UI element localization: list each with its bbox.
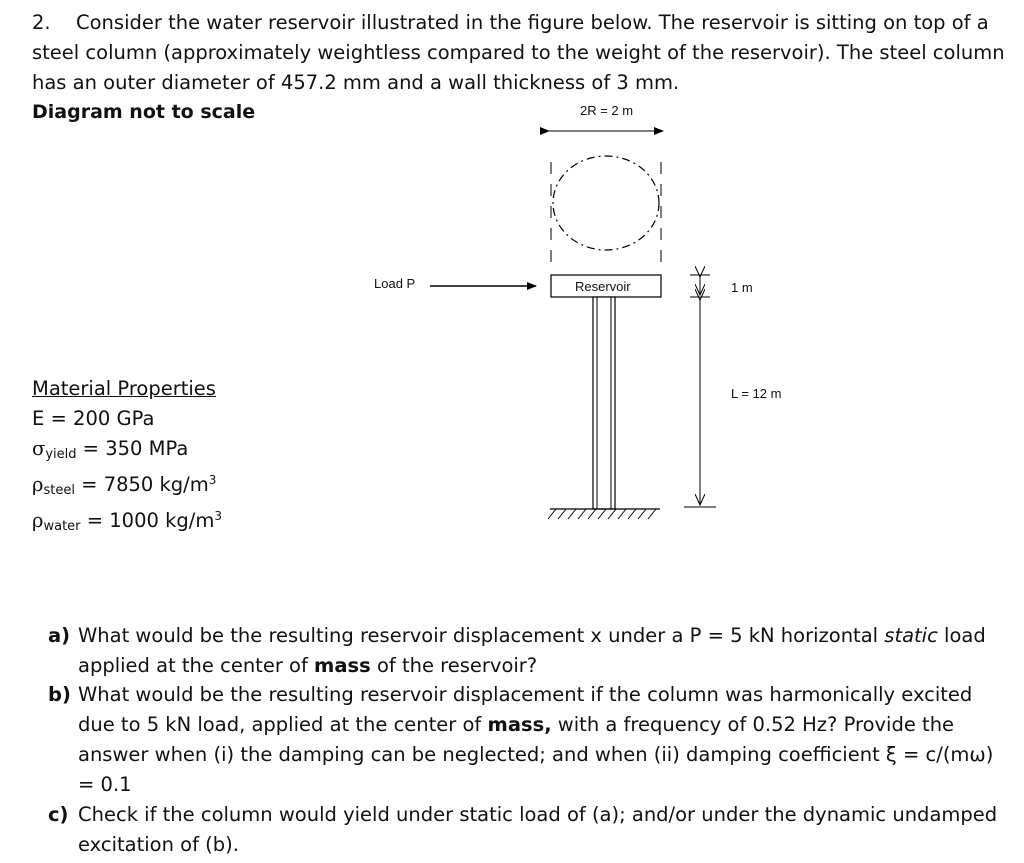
length-dimension	[684, 300, 716, 507]
steel-column	[593, 297, 615, 509]
material-title: Material Properties	[32, 377, 216, 400]
material-water-density: $\rho_{water} = 1000$ $kg/m^3$	[32, 509, 222, 534]
question-c-label: c)	[48, 803, 69, 826]
question-a-text: What would be the resulting reservoir displacement x under a P = 5 kN horizontal static load applied at the center of mass of the reservoir?	[78, 624, 986, 677]
problem-intro-text: Consider the water reservoir illustrated in the figure below. The reservoir is sitting on top of a steel column (approximately weightless compared to the weight of the reservoir). The steel column has an outer diameter of 457.2 mm and a wall thickness of 3 mm.	[32, 11, 1005, 94]
material-yield-stress: $\sigma_{yield} = 350$ MPa	[32, 437, 189, 462]
material-properties	[32, 374, 222, 542]
question-a	[48, 621, 1008, 681]
question-a-label: a)	[48, 624, 71, 647]
length-label: L = 12 m	[731, 386, 782, 401]
load-label: Load P	[374, 276, 416, 291]
fixed-support	[548, 509, 660, 519]
reservoir-circle	[553, 156, 659, 250]
height-label: 1 m	[731, 280, 753, 295]
question-b-text: What would be the resulting reservoir displacement if the column was harmonically excited due to 5 kN load, applied at the center of mass, with a frequency of 0.52 Hz? Provide the answer when (i) the damping can be neglected; and when (ii) damping coefficient ξ = c/(mω) = 0.1	[78, 683, 994, 796]
material-elastic-modulus: E = 200 GPa	[32, 407, 155, 430]
height-dimension	[690, 275, 710, 297]
question-b-label: b)	[48, 683, 71, 706]
question-c	[48, 800, 1008, 860]
diagram-note: Diagram not to scale	[32, 101, 256, 123]
diameter-label: 2R = 2 m	[580, 103, 634, 118]
question-c-text: Check if the column would yield under static load of (a); and/or under the dynamic undamped excitation of (b).	[78, 803, 998, 856]
material-steel-density: $\rho_{steel} = 7850$ $kg/m^3$	[32, 473, 217, 498]
question-b	[48, 680, 1008, 800]
reservoir-label: Reservoir	[575, 279, 631, 294]
problem-number: 2.	[32, 11, 51, 34]
